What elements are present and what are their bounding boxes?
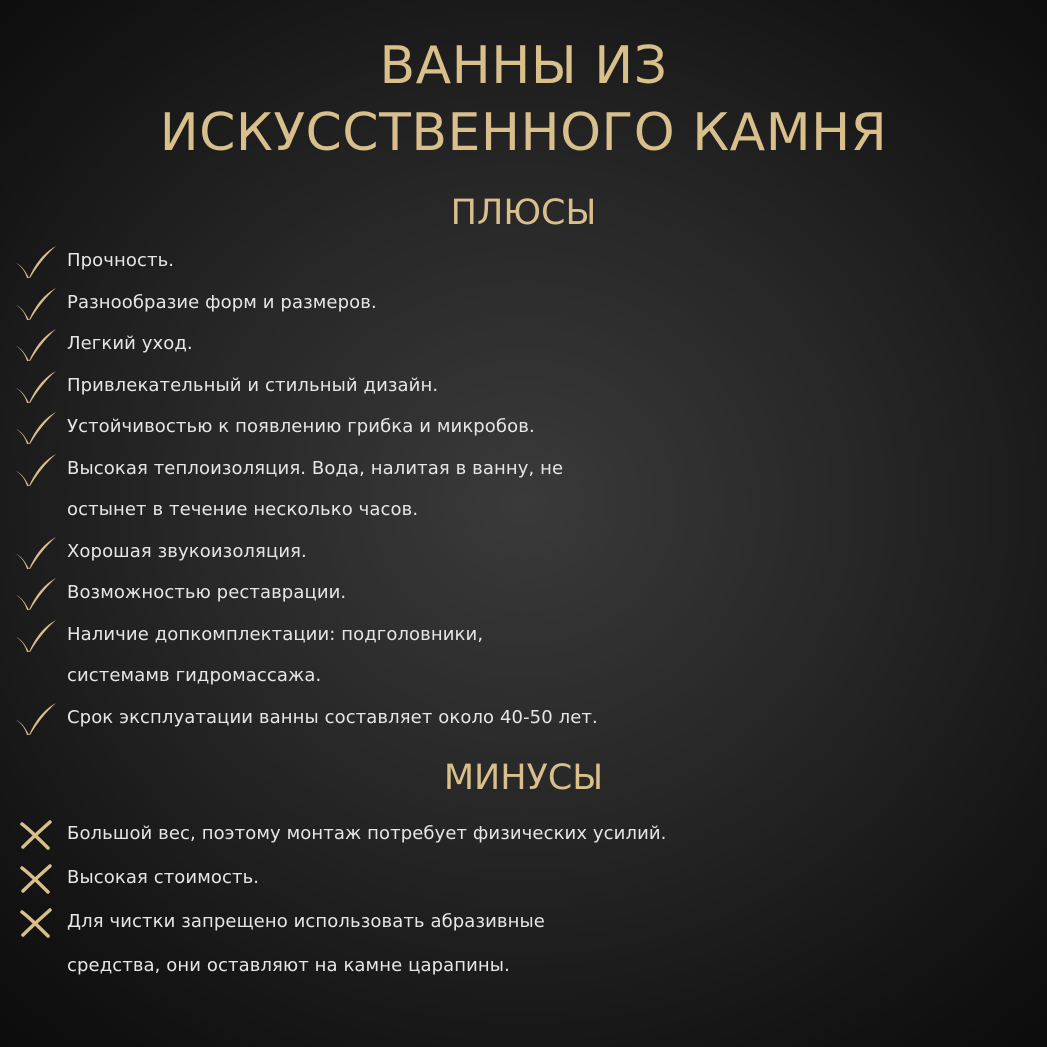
page-title-line2: ИСКУССТВЕННОГО КАМНЯ <box>159 103 888 163</box>
cons-item-text: Большой вес, поэтому монтаж потребует физических усилий. <box>67 823 667 844</box>
cons-list <box>0 812 1047 988</box>
page-title-line1: ВАННЫ ИЗ <box>379 36 668 96</box>
pros-item-text: Высокая теплоизоляция. Вода, налитая в ванну, не <box>67 457 564 479</box>
cons-item-text: Для чистки запрещено использовать абразивные <box>67 911 545 932</box>
check-icon <box>14 618 58 654</box>
check-icon <box>14 327 58 363</box>
cons-item <box>0 856 1047 900</box>
check-icon <box>14 369 58 405</box>
pros-item <box>0 448 1047 531</box>
pros-item-text-continued: остынет в течение несколько часов. <box>67 499 419 520</box>
pros-list <box>0 240 1047 738</box>
cross-icon <box>14 860 58 896</box>
check-icon <box>14 410 58 446</box>
pros-item-text: Срок эксплуатации ванны составляет около 40-50 лет. <box>67 706 598 728</box>
pros-item-text: Хорошая звукоизоляция. <box>67 540 307 562</box>
pros-item <box>0 572 1047 614</box>
pros-item-text: Легкий уход. <box>67 333 193 354</box>
pros-heading: ПЛЮСЫ <box>450 193 597 233</box>
pros-item-text-continued: системамв гидромассажа. <box>67 665 322 686</box>
pros-item <box>0 614 1047 697</box>
check-icon <box>14 286 58 322</box>
cons-item <box>0 812 1047 856</box>
cons-item-text: Высокая стоимость. <box>67 867 260 888</box>
pros-item <box>0 365 1047 407</box>
cons-item <box>0 900 1047 988</box>
pros-item <box>0 406 1047 448</box>
check-icon <box>14 535 58 571</box>
pros-item-text: Привлекательный и стильный дизайн. <box>67 374 439 396</box>
cross-icon <box>14 816 58 852</box>
pros-item <box>0 531 1047 573</box>
cons-heading: МИНУСЫ <box>443 758 604 798</box>
pros-item <box>0 323 1047 365</box>
check-icon <box>14 244 58 280</box>
pros-item <box>0 282 1047 324</box>
pros-item <box>0 240 1047 282</box>
cons-item-text-continued: средства, они оставляют на камне царапины. <box>67 955 510 976</box>
pros-item-text: Наличие допкомплектации: подголовники, <box>67 623 484 645</box>
check-icon <box>14 701 58 737</box>
pros-item-text: Устойчивостью к появлению грибка и микробов. <box>67 416 535 437</box>
pros-item <box>0 697 1047 739</box>
check-icon <box>14 452 58 488</box>
cross-icon <box>14 904 58 940</box>
pros-item-text: Возможностью реставрации. <box>67 582 347 603</box>
pros-item-text: Прочность. <box>67 250 175 271</box>
check-icon <box>14 576 58 612</box>
pros-item-text: Разнообразие форм и размеров. <box>67 291 377 313</box>
